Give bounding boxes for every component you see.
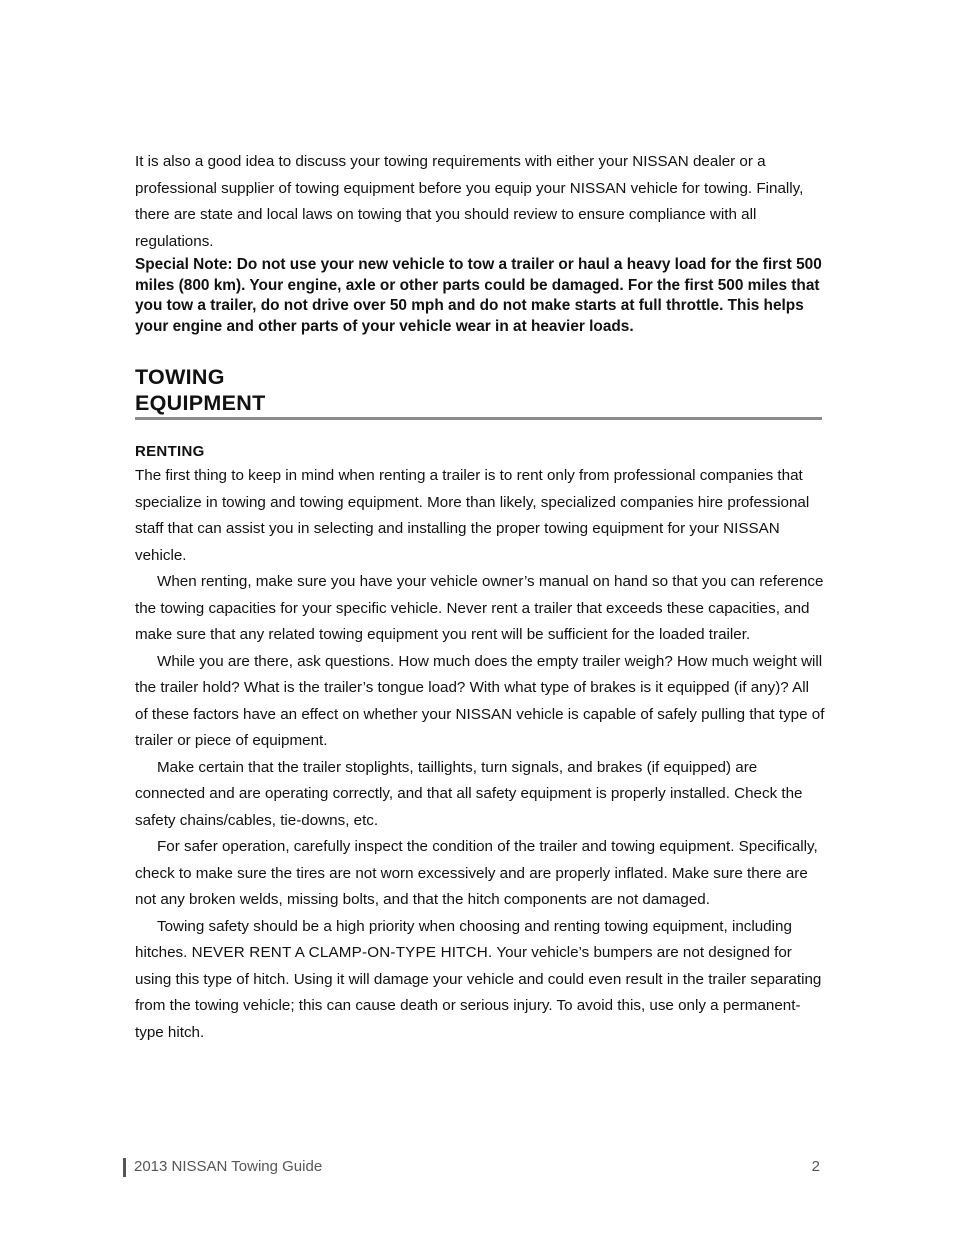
paragraph-5: For safer operation, carefully inspect the condition of the trailer and towing equipment. Specifically, check to make sure the tires are not worn excessively and are properly inflated. Make sure there are not any broken welds, missing bolts, and that the hitch components are not damaged. bbox=[135, 838, 818, 908]
section-heading bbox=[135, 364, 825, 417]
page-footer bbox=[123, 1157, 820, 1177]
paragraph-1: The first thing to keep in mind when renting a trailer is to rent only from professional companies that specialize in towing and towing equipment. More than likely, specialized companies hire professional staff that can assist you in selecting and installing the proper towing equipment for your NISSAN vehicle. bbox=[135, 467, 810, 564]
section-heading-line1: TOWING bbox=[135, 365, 225, 389]
warning-caps-text: NEVER RENT A CLAMP-ON-TYPE HITCH. bbox=[191, 944, 493, 961]
paragraph-6-start: Towing safety should be a high priority when choosing and renting towing equipment, including hitches. bbox=[135, 917, 792, 961]
paragraph-3: While you are there, ask questions. How much does the empty trailer weigh? How much weight will the trailer hold? What is the trailer’s tongue load? With what type of brakes is it equipped (if any)? All of these factors have an effect on whether your NISSAN vehicle is capable of safely pulling that type of trailer or piece of equipment. bbox=[135, 652, 825, 749]
paragraph-4: Make certain that the trailer stoplights, taillights, turn signals, and brakes (if equipped) are connected and are operating correctly, and that all safety equipment is properly installed. Check the safety chains/cables, tie-downs, etc. bbox=[135, 758, 803, 829]
footer-bar bbox=[123, 1158, 126, 1177]
section-divider bbox=[135, 417, 822, 420]
paragraph-6 bbox=[135, 914, 825, 1047]
paragraph-2: When renting, make sure you have your vehicle owner’s manual on hand so that you can reference the towing capacities for your specific vehicle. Never rent a trailer that exceeds these capacities, and make sure that any related towing equipment you rent will be sufficient for the loaded trailer. bbox=[135, 573, 824, 643]
page-number: 2 bbox=[811, 1158, 820, 1175]
section-heading-line2: EQUIPMENT bbox=[135, 391, 266, 415]
footer-title: 2013 NISSAN Towing Guide bbox=[134, 1158, 323, 1175]
page-content bbox=[135, 149, 825, 1046]
subheading-renting: RENTING bbox=[135, 443, 205, 460]
special-note: Special Note: Do not use your new vehicle to tow a trailer or haul a heavy load for the first 500 miles (800 km). Your engine, axle or other parts could be damaged. For the first 500 miles that you tow a trailer, do not drive over 50 mph and do not make starts at full throttle. This helps your engine and other parts of your vehicle wear in at heavier loads. bbox=[135, 256, 822, 335]
intro-paragraph: It is also a good idea to discuss your towing requirements with either your NISSAN dealer or a professional supplier of towing equipment before you equip your NISSAN vehicle for towing. Finally, there are state and local laws on towing that you should review to ensure compliance with all regulations. bbox=[135, 153, 804, 250]
paragraph-6-end: Your vehicle’s bumpers are not designed for using this type of hitch. Using it will damage your vehicle and could even result in the trailer separating from the towing vehicle; this can cause death or serious injury. To avoid this, use only a permanent-type hitch. bbox=[135, 944, 822, 1041]
